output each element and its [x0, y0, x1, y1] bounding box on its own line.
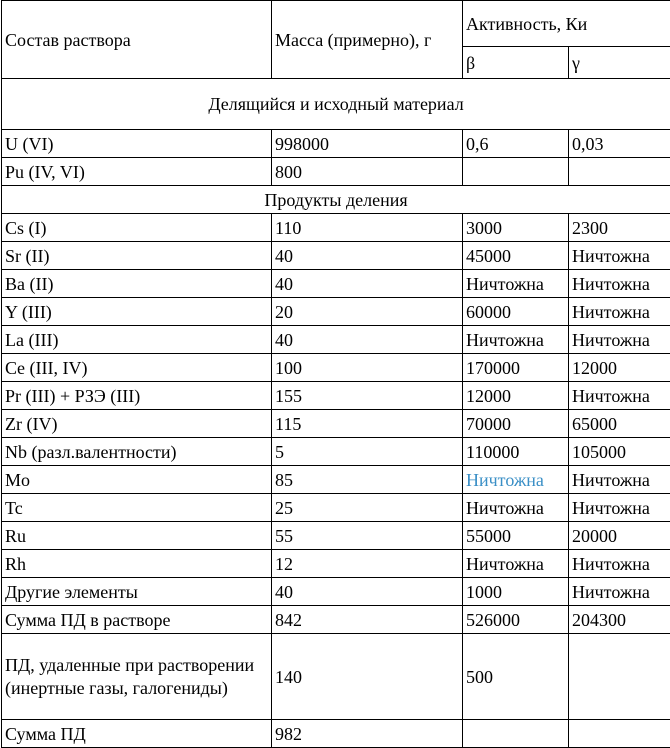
cell-beta: 45000 — [463, 242, 569, 270]
table-row — [2, 634, 670, 720]
cell-beta — [463, 720, 569, 748]
cell-mass: 115 — [272, 410, 463, 438]
cell-composition: U (VI) — [2, 130, 272, 158]
cell-mass: 998000 — [272, 130, 463, 158]
cell-composition: La (III) — [2, 326, 272, 354]
cell-beta: Ничтожна — [463, 326, 569, 354]
table-row — [2, 158, 670, 186]
table-row — [2, 578, 670, 606]
cell-beta: 12000 — [463, 382, 569, 410]
cell-beta: 170000 — [463, 354, 569, 382]
table-row — [2, 242, 670, 270]
cell-mass: 982 — [272, 720, 463, 748]
table-row — [2, 438, 670, 466]
cell-beta: Ничтожна — [463, 494, 569, 522]
cell-mass: 55 — [272, 522, 463, 550]
cell-gamma: 65000 — [569, 410, 670, 438]
cell-gamma: 2300 — [569, 214, 670, 242]
section-products-title: Продукты деления — [2, 186, 670, 214]
cell-gamma: Ничтожна — [569, 578, 670, 606]
section-row — [2, 79, 670, 130]
cell-mass: 85 — [272, 466, 463, 494]
cell-gamma: Ничтожна — [569, 326, 670, 354]
cell-gamma: Ничтожна — [569, 494, 670, 522]
cell-mass: 20 — [272, 298, 463, 326]
cell-gamma: Ничтожна — [569, 466, 670, 494]
cell-gamma: 12000 — [569, 354, 670, 382]
cell-composition: Mo — [2, 466, 272, 494]
cell-gamma: 204300 — [569, 606, 670, 634]
table-row — [2, 270, 670, 298]
cell-composition: Nb (разл.валентности) — [2, 438, 272, 466]
cell-gamma: 0,03 — [569, 130, 670, 158]
cell-beta: 1000 — [463, 578, 569, 606]
header-beta: β — [463, 47, 569, 79]
cell-composition: Tc — [2, 494, 272, 522]
cell-mass: 800 — [272, 158, 463, 186]
cell-beta: 60000 — [463, 298, 569, 326]
cell-gamma: 20000 — [569, 522, 670, 550]
cell-composition: Ru — [2, 522, 272, 550]
cell-composition: Zr (IV) — [2, 410, 272, 438]
cell-mass: 5 — [272, 438, 463, 466]
cell-beta: 70000 — [463, 410, 569, 438]
table-row — [2, 466, 670, 494]
table-row — [2, 720, 670, 748]
cell-gamma — [569, 634, 670, 720]
cell-gamma: Ничтожна — [569, 242, 670, 270]
cell-mass: 40 — [272, 326, 463, 354]
cell-mass: 40 — [272, 242, 463, 270]
cell-beta — [463, 158, 569, 186]
cell-composition: Сумма ПД в растворе — [2, 606, 272, 634]
cell-gamma: Ничтожна — [569, 270, 670, 298]
table-row — [2, 522, 670, 550]
cell-beta: Ничтожна — [463, 270, 569, 298]
cell-composition: Cs (I) — [2, 214, 272, 242]
table-row — [2, 354, 670, 382]
cell-composition: Pr (III) + РЗЭ (III) — [2, 382, 272, 410]
cell-mass: 140 — [272, 634, 463, 720]
table-row — [2, 130, 670, 158]
table-row — [2, 410, 670, 438]
header-mass: Масса (примерно), г — [272, 1, 463, 79]
table-row — [2, 382, 670, 410]
cell-gamma — [569, 158, 670, 186]
cell-composition: Y (III) — [2, 298, 272, 326]
cell-mass: 842 — [272, 606, 463, 634]
cell-gamma: Ничтожна — [569, 298, 670, 326]
cell-beta: 3000 — [463, 214, 569, 242]
radioactivity-table — [1, 0, 670, 748]
table-row — [2, 326, 670, 354]
table-row — [2, 214, 670, 242]
cell-beta: 526000 — [463, 606, 569, 634]
cell-mass: 110 — [272, 214, 463, 242]
cell-composition: Sr (II) — [2, 242, 272, 270]
header-row — [2, 1, 670, 47]
cell-beta: 500 — [463, 634, 569, 720]
header-gamma: γ — [569, 47, 670, 79]
section-fissile-title: Делящийся и исходный материал — [2, 79, 670, 130]
table-row — [2, 550, 670, 578]
cell-composition: Ce (III, IV) — [2, 354, 272, 382]
cell-composition: ПД, удаленные при растворении (инертные газы, галогениды) — [2, 634, 272, 720]
cell-beta: 110000 — [463, 438, 569, 466]
cell-gamma: 105000 — [569, 438, 670, 466]
cell-mass: 155 — [272, 382, 463, 410]
cell-beta: Ничтожна — [463, 550, 569, 578]
cell-composition: Rh — [2, 550, 272, 578]
header-activity: Активность, Ки — [463, 1, 670, 47]
cell-mass: 100 — [272, 354, 463, 382]
header-composition: Состав раствора — [2, 1, 272, 79]
cell-mass: 25 — [272, 494, 463, 522]
cell-beta-link[interactable]: Ничтожна — [463, 466, 569, 494]
cell-composition: Ba (II) — [2, 270, 272, 298]
cell-beta: 55000 — [463, 522, 569, 550]
table-row — [2, 298, 670, 326]
cell-composition: Pu (IV, VI) — [2, 158, 272, 186]
table-row — [2, 606, 670, 634]
cell-composition: Другие элементы — [2, 578, 272, 606]
cell-mass: 12 — [272, 550, 463, 578]
cell-composition: Сумма ПД — [2, 720, 272, 748]
cell-mass: 40 — [272, 578, 463, 606]
section-row — [2, 186, 670, 214]
table-row — [2, 494, 670, 522]
cell-gamma — [569, 720, 670, 748]
cell-mass: 40 — [272, 270, 463, 298]
cell-gamma: Ничтожна — [569, 550, 670, 578]
cell-gamma: Ничтожна — [569, 382, 670, 410]
cell-beta: 0,6 — [463, 130, 569, 158]
